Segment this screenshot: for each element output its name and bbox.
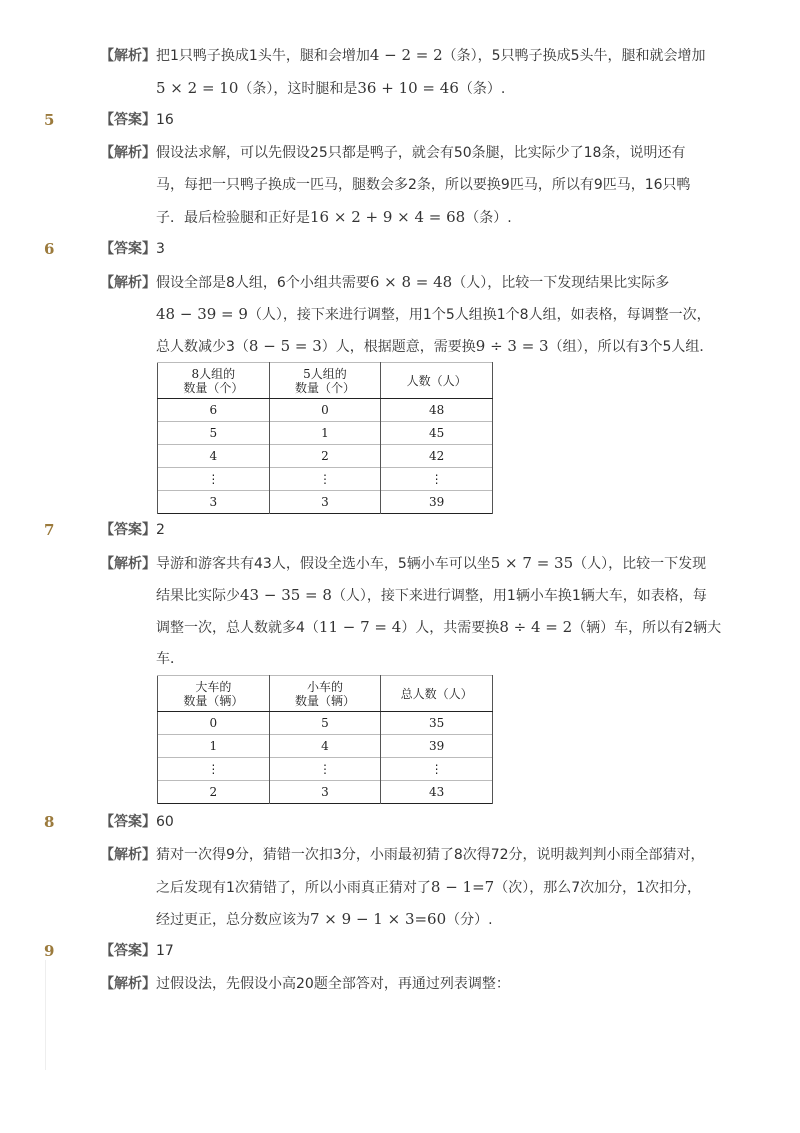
text: 猜对一次得9分，猜错一次扣3分，小雨最初猜了8次得72分，说明裁判判小雨全部猜对， (156, 847, 705, 863)
text: （人），接下来进行调整，用1辆小车换1辆大车，如表格，每 (331, 588, 707, 604)
text: （组），所以有3个5人组． (548, 339, 714, 355)
formula: 36 + 10 = 46 (357, 79, 459, 97)
question-number: 5 (44, 111, 55, 129)
q7-table (157, 675, 493, 804)
q9-analysis-line1 (100, 974, 510, 994)
formula: 8 − 1=7 (430, 878, 495, 896)
table-cell: 3 (269, 491, 381, 514)
q6-table (157, 362, 493, 514)
table-cell: 6 (158, 399, 270, 422)
q5-analysis-line2: 马，每把一只鸭子换成一匹马，腿数会多2条，所以要换9匹马，所以有9匹马，16只鸭 (156, 177, 691, 193)
q6-analysis-line3 (156, 336, 713, 357)
question-number: 8 (44, 813, 55, 831)
table-row (158, 399, 493, 422)
q8-analysis-line2 (156, 877, 701, 898)
analysis-tag: 【解析】 (100, 976, 156, 992)
text: 调整一次，总人数就多4（ (156, 620, 319, 636)
text: 总人数减少3（ (156, 339, 249, 355)
table-cell: 39 (381, 491, 493, 514)
table-cell: 4 (269, 735, 381, 758)
answer-tag: 【答案】 (100, 522, 156, 538)
q7-analysis-line4: 车． (156, 651, 184, 667)
formula: 6 × 8 = 48 (369, 273, 453, 291)
answer-tag: 【答案】 (100, 112, 156, 128)
answer-tag: 【答案】 (100, 943, 156, 959)
table-cell: ⋮ (381, 468, 493, 491)
q8-answer-line (100, 812, 174, 832)
question-number: 9 (44, 942, 55, 960)
table-cell: ⋮ (269, 758, 381, 781)
table-cell: 35 (381, 712, 493, 735)
table-row (158, 735, 493, 758)
q7-analysis-line1 (100, 553, 706, 574)
answer-value: 17 (156, 943, 174, 959)
analysis-tag: 【解析】 (100, 145, 156, 161)
formula: 8 − 5 = 3 (248, 337, 322, 355)
table-cell: 2 (158, 781, 270, 804)
text: （人），接下来进行调整，用1个5人组换1个8人组，如表格，每调整一次， (247, 307, 711, 323)
formula: 48 − 39 = 9 (156, 305, 248, 323)
answer-value: 3 (156, 241, 165, 257)
text: 子．最后检验腿和正好是 (156, 210, 310, 226)
table-cell: ⋮ (158, 758, 270, 781)
table-cell: 0 (269, 399, 381, 422)
formula: 11 − 7 = 4 (318, 618, 402, 636)
q6-answer-line (100, 239, 165, 259)
table-cell: ⋮ (158, 468, 270, 491)
table-cell: 3 (158, 491, 270, 514)
text: （次），那么7次加分，1次扣分， (494, 880, 702, 896)
table-row (158, 758, 493, 781)
table-cell: 1 (158, 735, 270, 758)
text: 假设全部是8人组，6个小组共需要 (156, 275, 370, 291)
table-header: 大车的 数量（辆） (158, 676, 270, 712)
formula: 7 × 9 − 1 × 3=60 (310, 910, 447, 928)
text: （条）. (465, 210, 512, 226)
text: （条），这时腿和是 (238, 81, 358, 97)
text: 经过更正，总分数应该为 (156, 912, 310, 928)
text: （条）. (458, 81, 506, 97)
analysis-tag: 【解析】 (100, 556, 156, 572)
analysis-tag: 【解析】 (100, 275, 156, 291)
table-row (158, 422, 493, 445)
table-cell: 2 (269, 445, 381, 468)
text: （分）. (446, 912, 493, 928)
question-number: 7 (44, 521, 55, 539)
formula: 16 × 2 + 9 × 4 = 68 (310, 208, 466, 226)
table-row (158, 445, 493, 468)
analysis-tag: 【解析】 (100, 48, 156, 64)
table-row (158, 468, 493, 491)
question-number: 6 (44, 240, 55, 258)
q8-analysis-line3 (156, 909, 493, 930)
text: （人），比较一下发现 (573, 556, 707, 572)
table-cell: 39 (381, 735, 493, 758)
text: ）人，共需要换 (401, 620, 500, 636)
text: 之后发现有1次猜错了，所以小雨真正猜对了 (156, 880, 431, 896)
q5-analysis-line3 (156, 207, 512, 228)
formula: 5 × 2 = 10 (156, 79, 239, 97)
table-cell: 48 (381, 399, 493, 422)
text: 假设法求解，可以先假设25只都是鸭子，就会有50条腿，比实际少了18条，说明还有 (156, 145, 686, 161)
table-cell: ⋮ (269, 468, 381, 491)
answer-tag: 【答案】 (100, 814, 156, 830)
gutter-divider (45, 960, 46, 1070)
formula: 5 × 7 = 35 (490, 554, 574, 572)
q6-analysis-line1 (100, 272, 669, 293)
table-cell: ⋮ (381, 758, 493, 781)
answer-value: 2 (156, 522, 165, 538)
answer-tag: 【答案】 (100, 241, 156, 257)
text: 导游和游客共有43人，假设全选小车，5辆小车可以坐 (156, 556, 491, 572)
table-cell: 3 (269, 781, 381, 804)
q8-analysis-line1 (100, 845, 705, 865)
q4-analysis-line1 (100, 45, 706, 66)
text: 过假设法，先假设小高20题全部答对，再通过列表调整： (156, 976, 510, 992)
table-row (158, 491, 493, 514)
q7-analysis-line2 (156, 585, 707, 606)
table-cell: 5 (269, 712, 381, 735)
q5-analysis-line1 (100, 143, 685, 163)
formula: 43 − 35 = 8 (240, 586, 332, 604)
text: ）人，根据题意，需要换 (321, 339, 476, 355)
text: 结果比实际少 (156, 588, 240, 604)
table-cell: 4 (158, 445, 270, 468)
q7-answer-line (100, 520, 165, 540)
formula: 8 ÷ 4 = 2 (499, 618, 573, 636)
text: （条），5只鸭子换成5头牛，腿和就会增加 (442, 48, 706, 64)
table-cell: 5 (158, 422, 270, 445)
answer-value: 60 (156, 814, 174, 830)
formula: 9 ÷ 3 = 3 (475, 337, 549, 355)
q4-analysis-line2 (156, 78, 505, 99)
table-cell: 42 (381, 445, 493, 468)
q5-answer-line (100, 110, 174, 130)
text: （人），比较一下发现结果比实际多 (452, 275, 670, 291)
table-row (158, 781, 493, 804)
table-header: 8人组的 数量（个） (158, 363, 270, 399)
q6-analysis-line2 (156, 304, 711, 325)
table-cell: 0 (158, 712, 270, 735)
q9-answer-line (100, 941, 174, 961)
table-cell: 45 (381, 422, 493, 445)
table-header: 总人数（人） (381, 676, 493, 712)
table-header: 人数（人） (381, 363, 493, 399)
table-row (158, 712, 493, 735)
formula: 4 − 2 = 2 (369, 46, 443, 64)
table-header: 5人组的 数量（个） (269, 363, 381, 399)
table-header: 小车的 数量（辆） (269, 676, 381, 712)
table-cell: 43 (381, 781, 493, 804)
text: （辆）车，所以有2辆大 (572, 620, 722, 636)
q7-analysis-line3 (156, 617, 721, 638)
table-cell: 1 (269, 422, 381, 445)
analysis-tag: 【解析】 (100, 847, 156, 863)
text: 把1只鸭子换成1头牛，腿和会增加 (156, 48, 370, 64)
answer-value: 16 (156, 112, 174, 128)
